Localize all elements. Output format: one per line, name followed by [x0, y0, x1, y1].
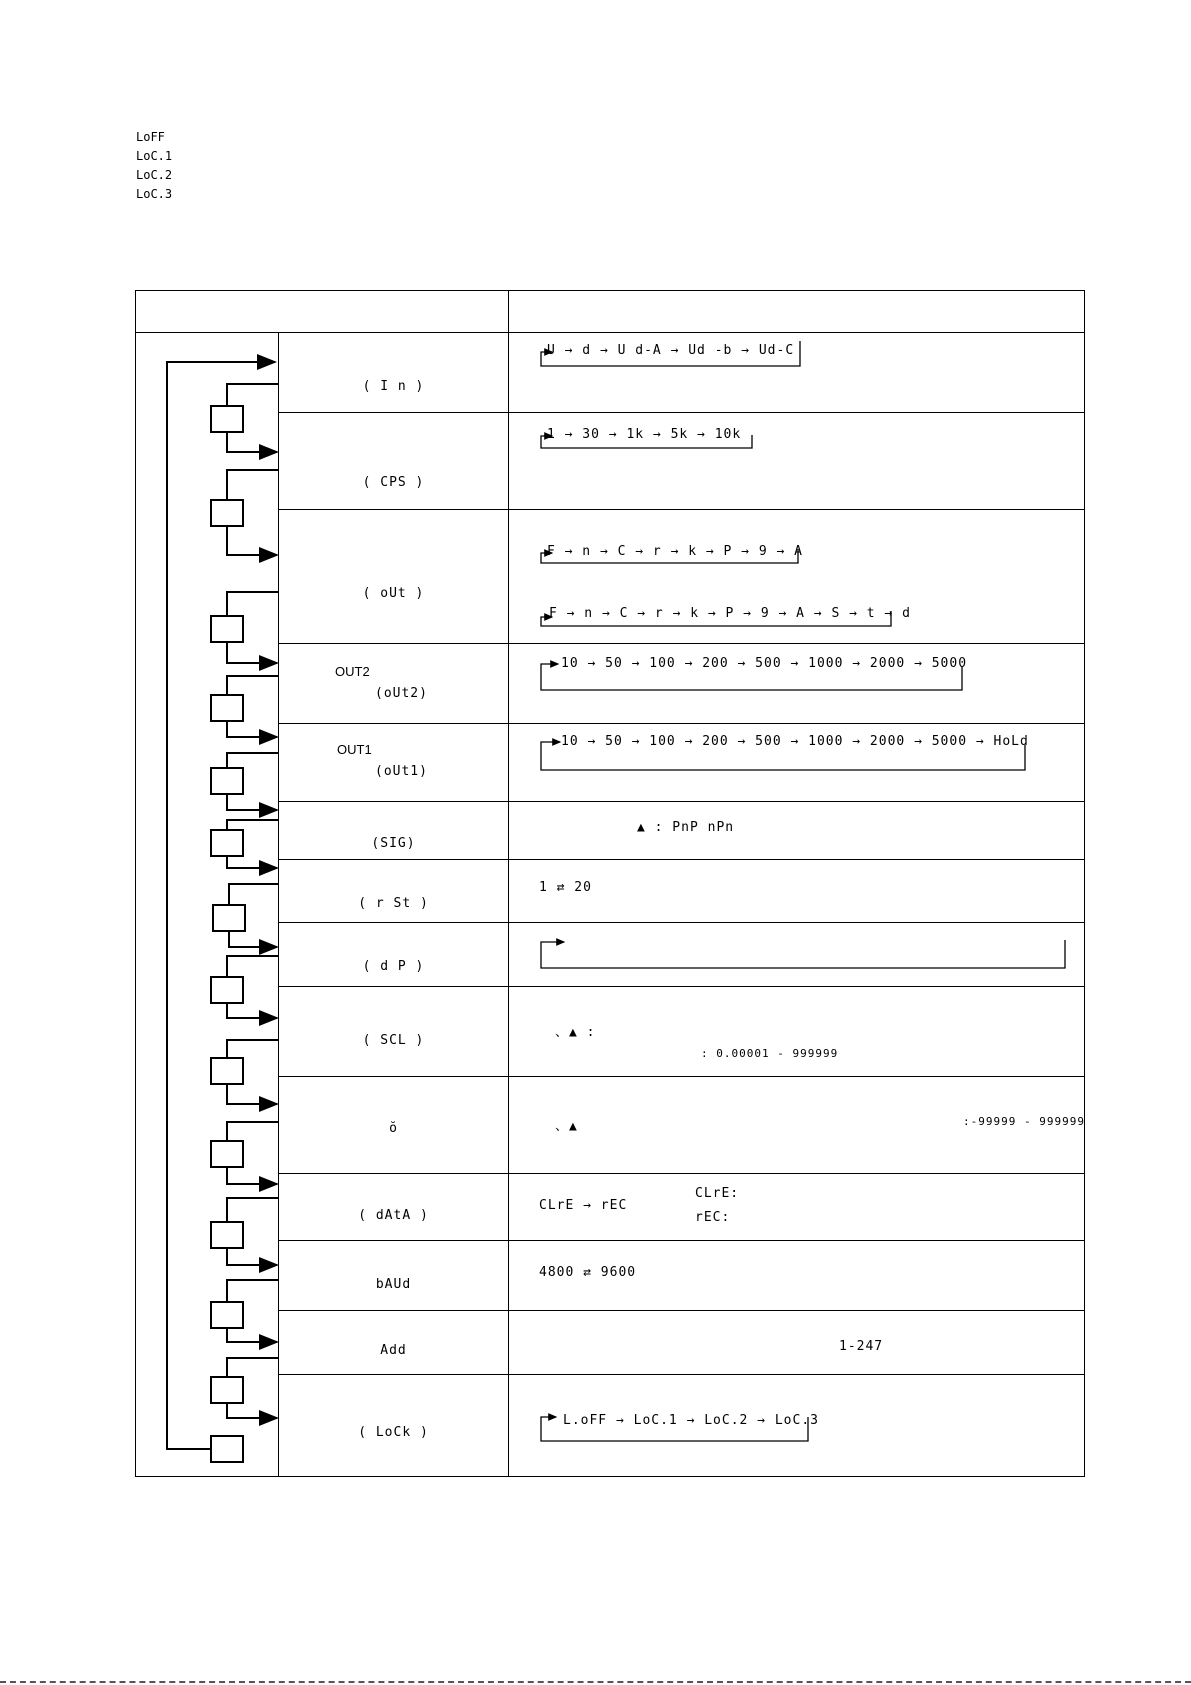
option-sequence: 、▲ [555, 1119, 578, 1134]
option-sequence: 、▲ : [555, 1025, 596, 1040]
option-sequence: L.oFF → LoC.1 → LoC.2 → LoC.3 [563, 1413, 819, 1428]
table-row [136, 1311, 1085, 1375]
table-row [136, 802, 1085, 860]
page-bottom-dashed-line [0, 1681, 1191, 1683]
option-note: rEC: [695, 1210, 731, 1225]
option-cell [509, 510, 1085, 644]
table-row [136, 724, 1085, 802]
param-code: Add [380, 1343, 407, 1358]
option-sequence: 1-247 [839, 1339, 884, 1354]
option-cell [509, 802, 1085, 860]
param-cell [279, 987, 509, 1077]
param-code: (oUt2) [375, 686, 428, 701]
table-row [136, 510, 1085, 644]
lock-level-item: LoC.3 [136, 187, 173, 201]
header-cell-setting [509, 291, 1085, 333]
option-sequence: CLrE → rEC [539, 1198, 628, 1213]
table-row [136, 1174, 1085, 1241]
lock-level-item: LoC.1 [136, 149, 173, 163]
param-cell [279, 923, 509, 987]
table-row [136, 644, 1085, 724]
param-cell [279, 413, 509, 510]
param-cell [279, 1174, 509, 1241]
param-code: bAUd [375, 1277, 412, 1292]
table-header-row [136, 291, 1085, 333]
param-cell [279, 1077, 509, 1174]
lock-level-item: LoFF [136, 130, 165, 144]
option-sequence: 10 → 50 → 100 → 200 → 500 → 1000 → 2000 → 5000 → HoLd [561, 734, 1029, 749]
param-cell [279, 860, 509, 923]
param-code: ( d P ) [362, 959, 425, 974]
lock-levels-list [136, 128, 172, 204]
option-sequence: 10 → 50 → 100 → 200 → 500 → 1000 → 2000 → 5000 [561, 656, 968, 671]
option-cell [509, 1174, 1085, 1241]
option-sequence: U → d → U d-A → Ud -b → Ud-C [547, 343, 795, 358]
option-cell [509, 923, 1085, 987]
menu-table [135, 290, 1085, 1477]
param-code: ( SCL ) [362, 1033, 425, 1048]
flow-diagram-cell [136, 333, 279, 1477]
option-note: CLrE: [695, 1186, 740, 1201]
param-label: OUT2 [335, 664, 370, 679]
option-cell [509, 1311, 1085, 1375]
param-cell [279, 1311, 509, 1375]
option-cell [509, 724, 1085, 802]
option-cell [509, 987, 1085, 1077]
option-cell [509, 413, 1085, 510]
param-cell [279, 1241, 509, 1311]
option-cell [509, 644, 1085, 724]
param-code: ( oUt ) [362, 586, 425, 601]
param-code: ŏ [389, 1121, 398, 1136]
table-row [136, 1241, 1085, 1311]
param-code: ( dAtA ) [358, 1208, 429, 1223]
param-code: ( I n ) [362, 379, 425, 394]
param-cell [279, 644, 509, 724]
param-code: (SIG) [371, 836, 416, 851]
header-cell-parameter [136, 291, 509, 333]
option-cell [509, 1241, 1085, 1311]
option-range: :-99999 - 999999 [963, 1115, 1085, 1128]
table-row [136, 860, 1085, 923]
table-row [136, 923, 1085, 987]
option-cell [509, 860, 1085, 923]
param-code: ( LoCk ) [358, 1425, 429, 1440]
param-code: ( CPS ) [362, 475, 425, 490]
option-cell [509, 1077, 1085, 1174]
param-cell [279, 724, 509, 802]
param-cell [279, 510, 509, 644]
param-cell [279, 1375, 509, 1477]
param-code: (oUt1) [375, 764, 428, 779]
option-sequence-alt: F → n → C → r → k → P → 9 → A → S → t → d [549, 606, 911, 621]
table-row [136, 333, 1085, 413]
option-sequence: 1 ⇄ 20 [539, 880, 592, 895]
lock-level-item: LoC.2 [136, 168, 173, 182]
option-cell [509, 333, 1085, 413]
table-row [136, 413, 1085, 510]
option-cell [509, 1375, 1085, 1477]
option-sequence: 1 → 30 → 1k → 5k → 10k [547, 427, 742, 442]
table-row [136, 1375, 1085, 1477]
param-code: ( r St ) [358, 896, 429, 911]
option-range: : 0.00001 - 999999 [701, 1047, 839, 1060]
param-cell [279, 802, 509, 860]
table-row [136, 987, 1085, 1077]
param-cell [279, 333, 509, 413]
option-sequence: F → n → C → r → k → P → 9 → A [547, 544, 803, 559]
option-sequence: 4800 ⇄ 9600 [539, 1265, 637, 1280]
option-sequence: ▲ : PnP nPn [637, 820, 735, 835]
param-label: OUT1 [337, 742, 372, 757]
table-row [136, 1077, 1085, 1174]
